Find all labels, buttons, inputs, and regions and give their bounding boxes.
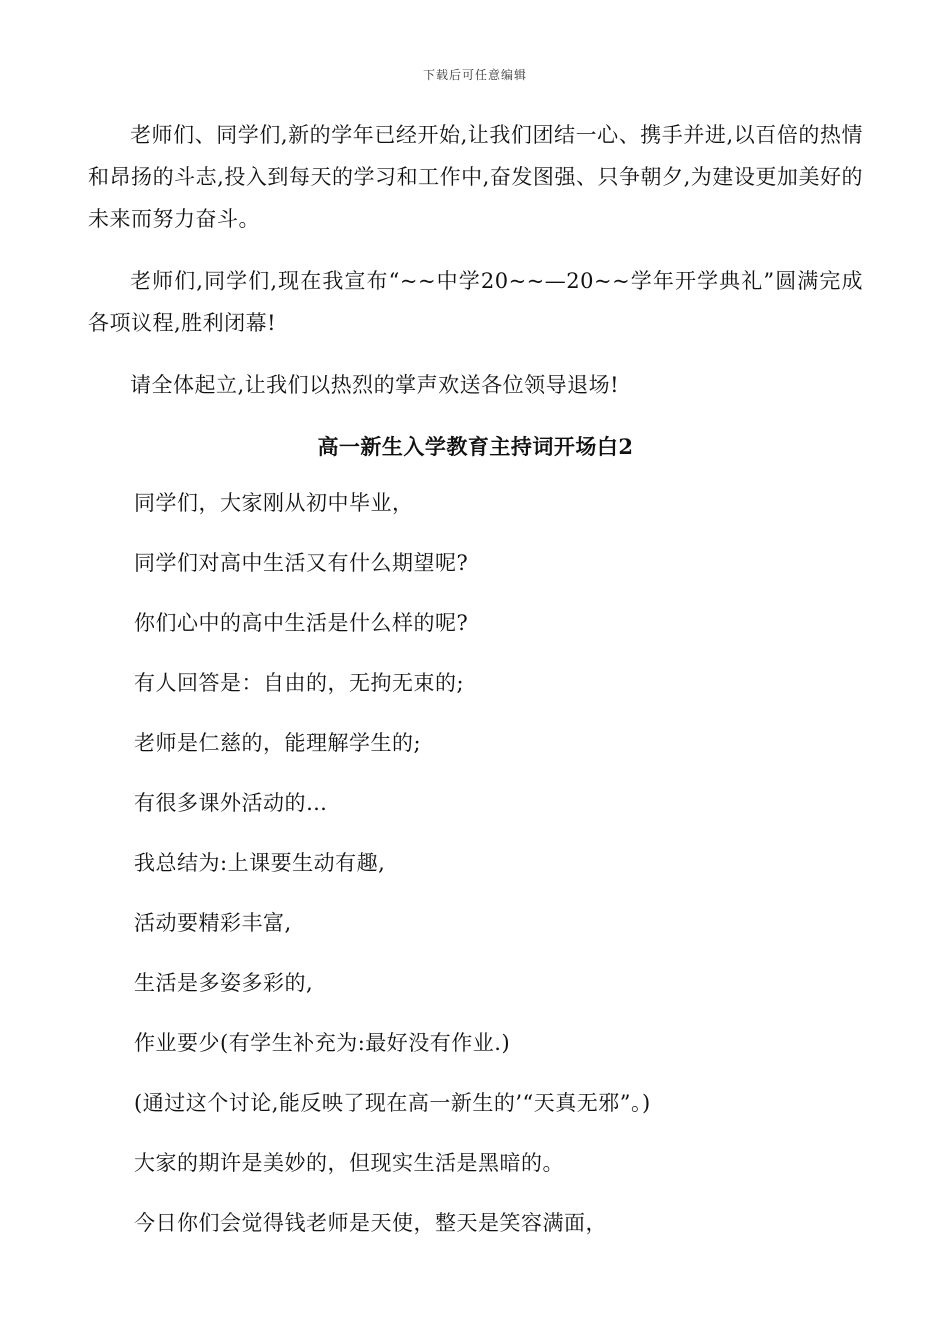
text-line: 有很多课外活动的…: [134, 791, 328, 815]
paragraph-closing-wish: 老师们、同学们,新的学年已经开始,让我们团结一心、携手并进,以百倍的热情和昂扬的斗志,投入到每天的学习和工作中,奋发图强、只争朝夕,为建设更加美好的未来而努力奋斗。: [88, 123, 863, 231]
text-line: 同学们，大家刚从初中毕业，: [134, 491, 414, 515]
text-line: 大家的期许是美妙的，但现实生活是黑暗的。: [134, 1151, 564, 1175]
section-title: 高一新生入学教育主持词开场白2: [317, 434, 634, 459]
text-line: 今日你们会觉得钱老师是天使，整天是笑容满面，: [134, 1211, 607, 1235]
text-line: 我总结为:上课要生动有趣,: [134, 851, 386, 875]
text-line: 你们心中的高中生活是什么样的呢?: [134, 611, 469, 635]
text-line: 老师是仁慈的，能理解学生的;: [134, 731, 422, 755]
text-line: 活动要精彩丰富,: [134, 911, 292, 935]
document-body: [88, 114, 863, 1262]
text-line: 作业要少(有学生补充为:最好没有作业.): [134, 1031, 511, 1055]
paragraph-farewell: 请全体起立,让我们以热烈的掌声欢送各位领导退场!: [130, 373, 620, 397]
text-line: 有人回答是：自由的，无拘无束的;: [134, 671, 465, 695]
text-line: 同学们对高中生活又有什么期望呢?: [134, 551, 469, 575]
text-line: 生活是多姿多彩的,: [134, 971, 314, 995]
paragraph-closing-announcement: 老师们,同学们,现在我宣布“~~中学20~~—20~~学年开学典礼”圆满完成各项议程,胜利闭幕!: [88, 269, 863, 335]
page-header-note: 下载后可任意编辑: [422, 68, 527, 82]
text-line: (通过这个讨论,能反映了现在高一新生的’“天真无邪”。): [134, 1091, 651, 1115]
